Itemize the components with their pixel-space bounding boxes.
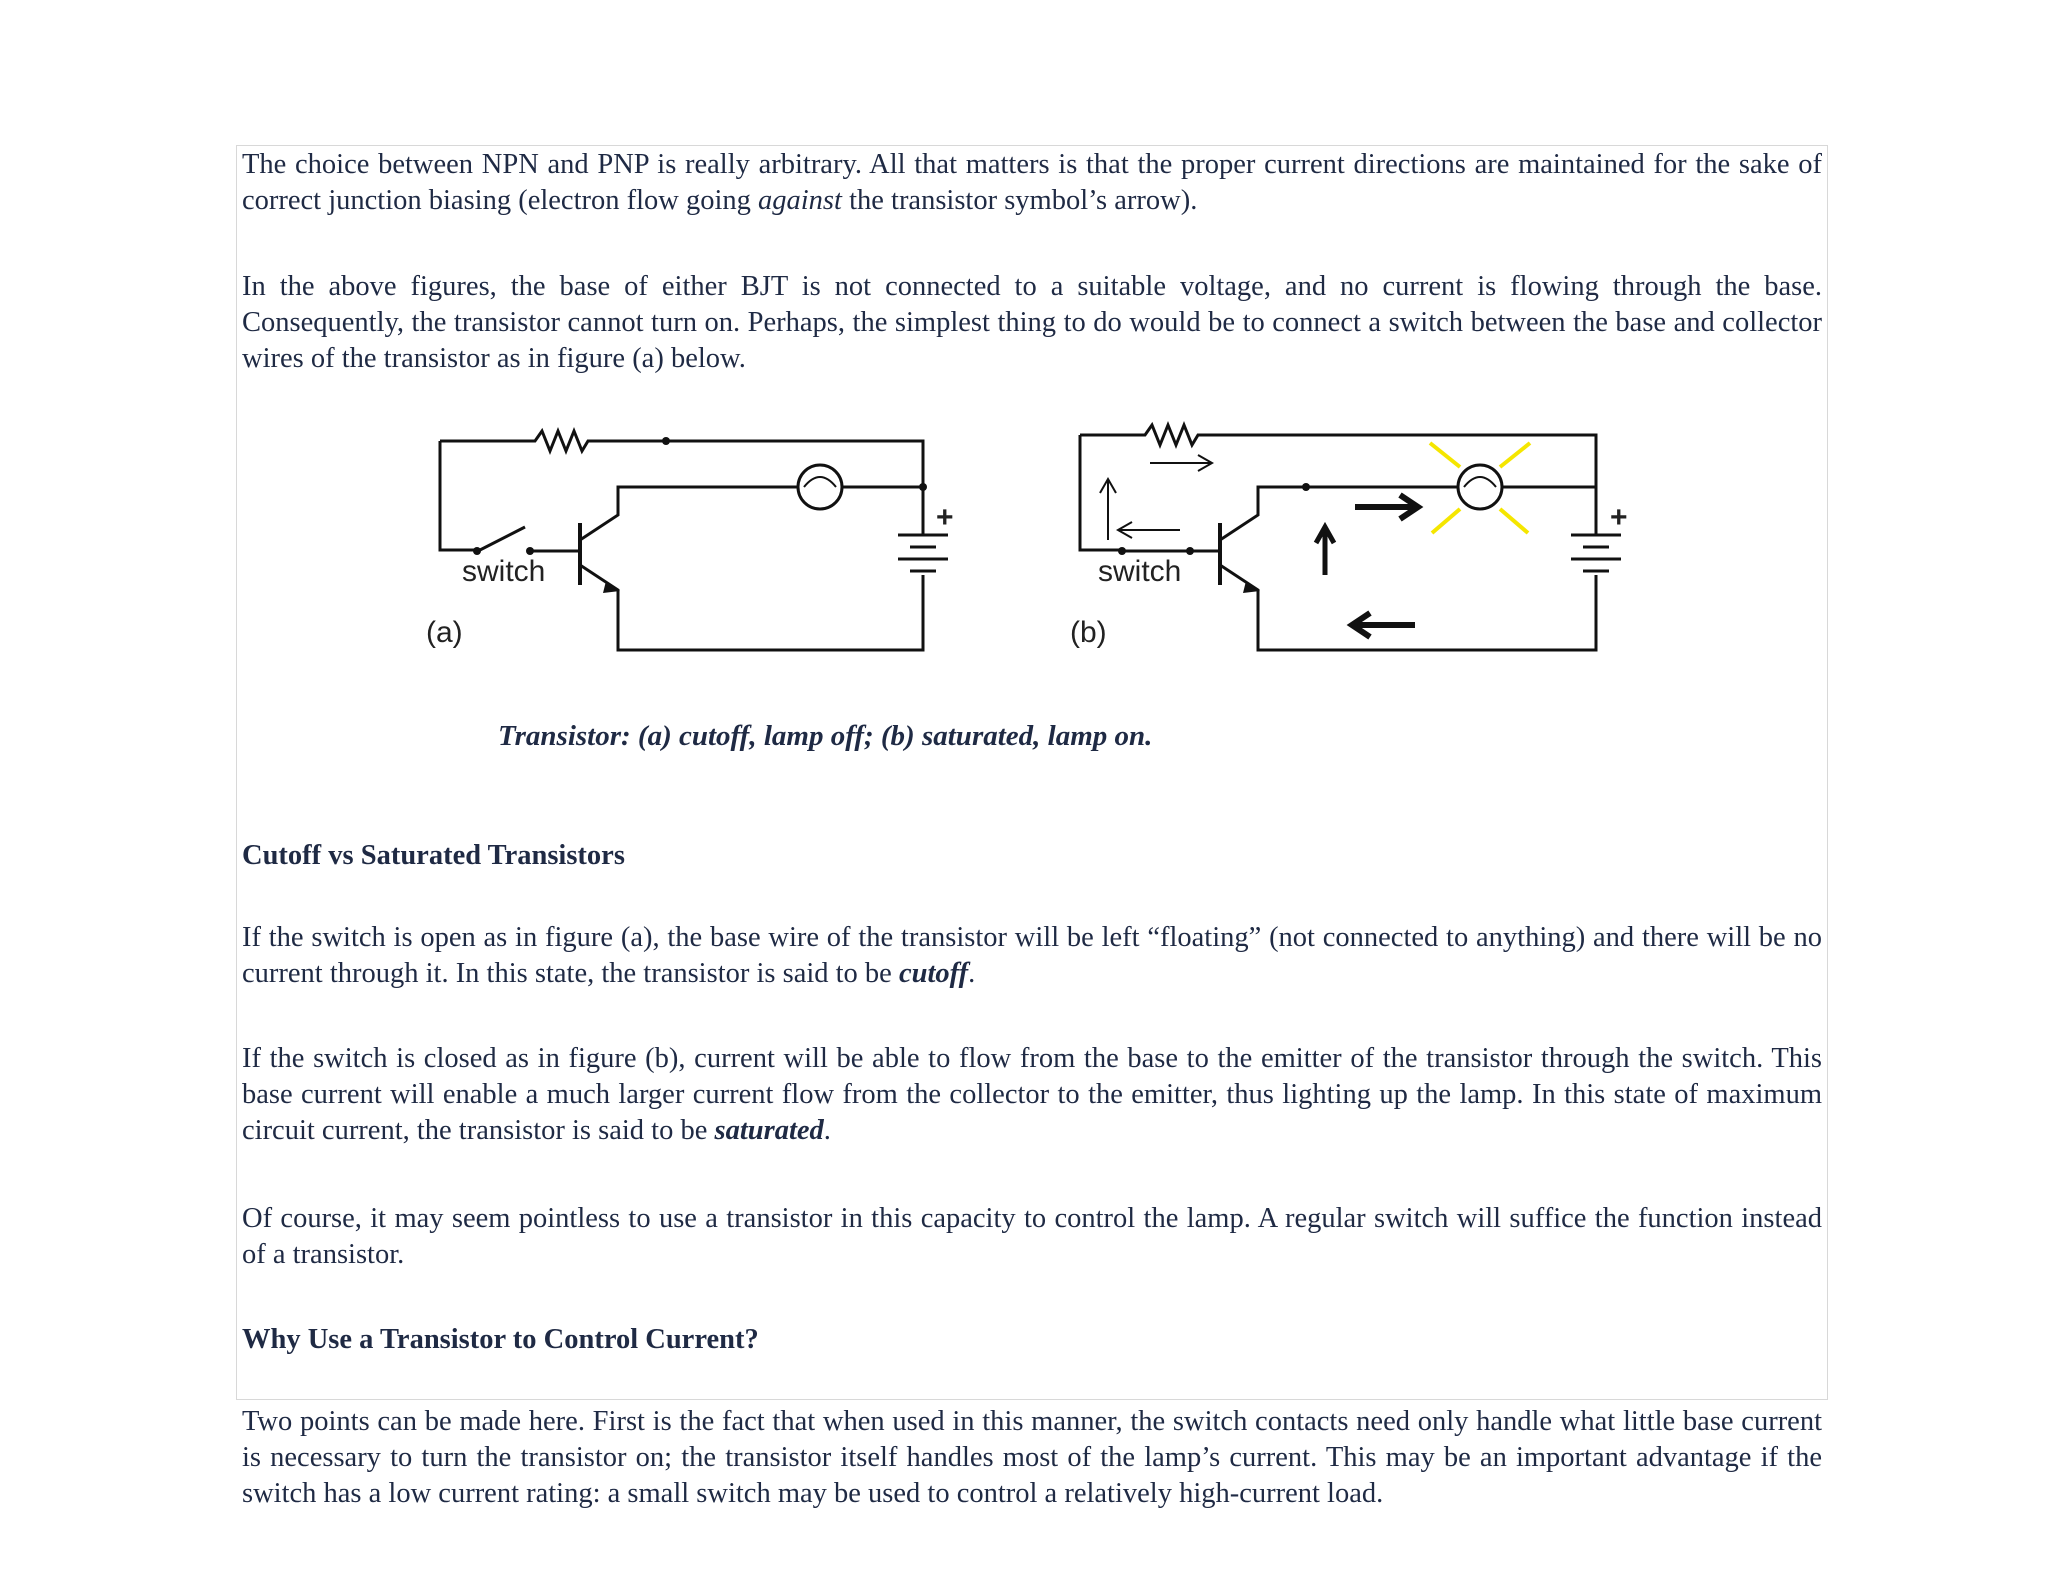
switch-a-contact-right <box>526 547 534 555</box>
wire-a-emitter <box>580 565 923 650</box>
heading-cutoff-vs-saturated: Cutoff vs Saturated Transistors <box>242 840 625 871</box>
figure-label-b: (b) <box>1070 616 1107 649</box>
switch-a-blade <box>478 527 525 551</box>
para1-text: The choice between NPN and PNP is really arbitrary. All that matters is that the proper current directions are maintained for the sake of correct junction biasing (electron flow going <box>242 149 1822 216</box>
glow-ray-3 <box>1432 509 1460 533</box>
para4-text-end: . <box>823 1115 831 1146</box>
glow-ray-4 <box>1500 509 1528 533</box>
circuit-a <box>440 431 948 650</box>
wire-a-left <box>440 441 475 550</box>
glow-ray-2 <box>1500 443 1530 467</box>
paragraph-npn-pnp <box>242 147 1822 219</box>
para3-text: If the switch is open as in figure (a), the base wire of the transistor will be left “floating” (not connected to anything) and there will be no current through it. In this state, the transistor is said to be <box>242 922 1822 989</box>
emitter-b-arrow <box>1243 581 1260 593</box>
para5-text: Of course, it may seem pointless to use a transistor in this capacity to control the lamp. A regular switch will suffice the function instead of a transistor. <box>242 1203 1822 1270</box>
paragraph-base-connection <box>242 269 1822 377</box>
battery-a-plus: + <box>936 501 954 534</box>
transistor-circuit-figure <box>420 415 1660 665</box>
wire-a-collector <box>580 487 923 540</box>
para1-text-end: the transistor symbol’s arrow). <box>841 185 1198 216</box>
paragraph-saturated <box>242 1041 1822 1149</box>
para1-italic: against <box>758 185 842 216</box>
wire-b-emitter <box>1220 565 1596 650</box>
node-a-top <box>662 437 670 445</box>
paragraph-two-points <box>242 1404 1822 1512</box>
switch-b-contact-left <box>1118 547 1126 555</box>
para6-text: Two points can be made here. First is the fact that when used in this manner, the switch contacts need only handle what little base current is necessary to turn the transistor on; the transistor itself handles most of the lamp’s current. This may be an important advantage if the switch has a low current rating: a small switch may be used to control a relatively high-current load. <box>242 1406 1822 1509</box>
para4-emph: saturated <box>714 1115 824 1146</box>
switch-b-contact-right <box>1186 547 1194 555</box>
para2-text: In the above figures, the base of either BJT is not connected to a suitable voltage, and no current is flowing through the base. Consequently, the transistor cannot turn on. Perhaps, the simplest thing to do would be to connect a switch between the base and collector wires of the transistor as in figure (a) below. <box>242 271 1822 374</box>
paragraph-pointless <box>242 1201 1822 1273</box>
switch-b-label: switch <box>1098 555 1182 588</box>
glow-ray-1 <box>1430 443 1460 467</box>
node-b-collector <box>1302 483 1310 491</box>
resistor-a <box>440 431 923 485</box>
paragraph-cutoff <box>242 920 1822 992</box>
para4-text: If the switch is closed as in figure (b), current will be able to flow from the base to the emitter of the transistor through the switch. This base current will enable a much larger current flow from the collector to the emitter, thus lighting up the lamp. In this state of maximum circuit current, the transistor is said to be <box>242 1043 1822 1146</box>
para3-emph: cutoff <box>898 958 969 989</box>
switch-a-label: switch <box>462 555 546 588</box>
figure-caption: Transistor: (a) cutoff, lamp off; (b) saturated, lamp on. <box>498 720 1153 752</box>
heading-why-transistor: Why Use a Transistor to Control Current? <box>242 1324 759 1355</box>
figure-label-a: (a) <box>426 616 463 649</box>
para3-text-end: . <box>968 958 976 989</box>
node-a-right <box>919 483 927 491</box>
switch-a-contact-left <box>473 547 481 555</box>
circuit-b <box>1080 425 1621 650</box>
battery-b-plus: + <box>1610 501 1628 534</box>
